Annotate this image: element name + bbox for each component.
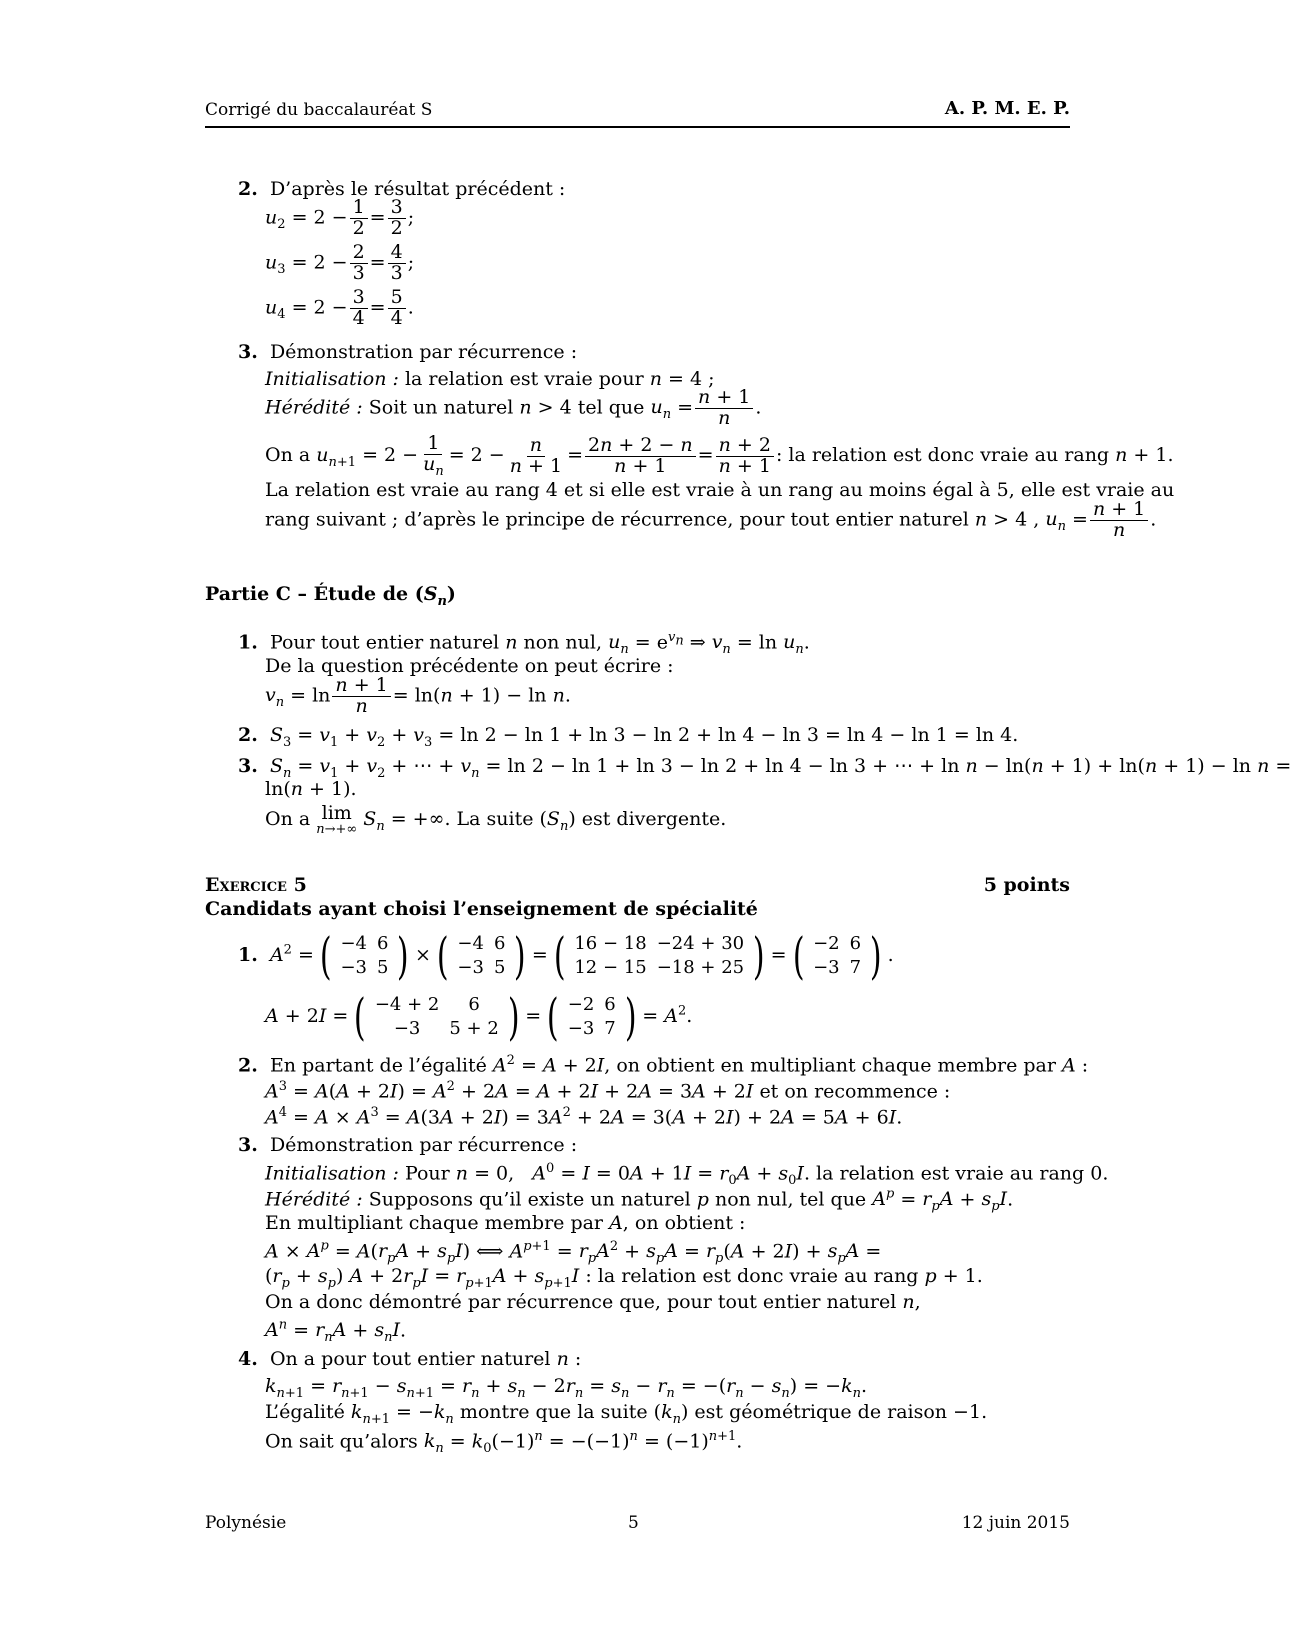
u3-formula: $u_3 = 2$ − $\frac{2}{3}$ = $\frac{4}{3}$ ; <box>265 241 415 284</box>
ex5-q3 <box>238 1136 577 1155</box>
partC-q3: 3. $S_n = v_1 + v_2$ + ⋯ + $v_n = \ln 2 - \ln 1 + \ln 3 - \ln 2 + \ln 4 - \ln 3$ + ⋯ + ln n − ln(n + 1) + ln(n + 1) − ln n = <box>238 755 1291 781</box>
ex5-q2-text2: , on obtient en multipliant chaque membre par <box>604 1054 1056 1077</box>
u2-formula: $u_2 = 2$ − $\frac{1}{2}$ = $\frac{3}{2}$ ; <box>265 196 415 239</box>
header-left: Corrigé du baccalauréat S <box>205 100 433 120</box>
q3-number: 3. <box>238 341 258 363</box>
footer-date: 12 juin 2015 <box>961 1513 1070 1533</box>
partC-q3-line2: ln(n + 1). <box>265 778 357 800</box>
ex5-hered-text2: non nul, tel que <box>714 1188 867 1211</box>
footer-left: Polynésie <box>205 1513 287 1533</box>
ex5-mult-text2: , on obtient : <box>622 1212 746 1234</box>
q2-intro: D’après le résultat précédent : <box>269 178 566 200</box>
a3-formula: $A^3 = A(A + 2I) = A^2 + 2A = A + 2I + 2A = 3A + 2I$ et on recommence : <box>265 1079 951 1103</box>
conclusion-line1: La relation est vraie au rang 4 et si elle est vraie à un rang au moins égal à 5, elle est vraie au <box>265 479 1175 501</box>
partC-q1-text2: non nul, <box>523 631 603 654</box>
page-header <box>205 98 1070 128</box>
ex5-hered-text: Supposons qu’il existe un naturel <box>368 1188 691 1211</box>
ex5-q2: 2. En partant de l’égalité $A^2 = A + 2I$, on obtient en multipliant chaque membre par A : <box>238 1053 1089 1077</box>
ex5-q4-number: 4. <box>238 1348 258 1370</box>
hered-text: Soit un naturel <box>368 396 514 419</box>
recommence-text: et on recommence : <box>759 1080 951 1103</box>
partC-q1-line2: De la question précédente on peut écrire : <box>265 655 674 677</box>
hered-line: Hérédité : Soit un naturel n > 4 tel que $u_n$ = $\frac{n + 1}{n}$ . <box>265 386 762 429</box>
ex5-q4: 4. On a pour tout entier naturel n : <box>238 1348 582 1370</box>
init-line: Initialisation : la relation est vraie pour n = 4 ; <box>265 368 715 390</box>
ex5-donc-text: On a donc démontré par récurrence que, pour tout entier naturel <box>265 1291 897 1313</box>
ex5-q1-line2: A + 2I = ( −4 + 2 6 −3 5 + 2 ) = ( −2 6 −3 7 ) = $A^2$. <box>265 988 693 1046</box>
ex5-points: 5 points <box>983 874 1070 896</box>
ex5-q2-number: 2. <box>238 1054 258 1077</box>
kn-geo: L’égalité $k_{n+1} = -k_n$ montre que la suite $(k_n)$ est géométrique de raison −1. <box>265 1401 988 1427</box>
q3-intro: Démonstration par récurrence : <box>269 341 578 363</box>
partC-q1-text: Pour tout entier naturel <box>269 631 500 654</box>
an-formula: $A^n = r_nA + s_nI$. <box>265 1318 407 1346</box>
recurrence-step: On a $u_{n+1} = 2$ − $\frac{1}{u_n}$ = 2 − $\frac{n}{n + 1}$ = $\frac{2n + 2 - n}{n + 1}$ = $\frac{n + 2}{n + 1}$ : la relation est donc vraie au rang n + 1. <box>265 432 1174 479</box>
ex5-calc2: $(r_p + s_p) A + 2r_pI = r_{p+1}A + s_{p+1}I$ : la relation est donc vraie au rang p + 1. <box>265 1265 983 1291</box>
ex5-title <box>205 876 307 895</box>
partC-q1: 1. Pour tout entier naturel n non nul, $u_n = e^{v_n}$ ⇒ $v_n = \ln u_n$. <box>238 630 810 658</box>
ex5-init-label: Initialisation : <box>265 1162 399 1185</box>
kn-formula: $k_{n+1} = r_{n+1} - s_{n+1} = r_n + s_n - 2r_n = s_n - r_n = -(r_n - s_n) = -k_n$. <box>265 1375 868 1401</box>
conclusion-text: rang suivant ; d’après le principe de récurrence, pour tout entier naturel <box>265 508 969 531</box>
hered-text2: tel que <box>577 396 645 419</box>
vn-formula: $v_n = \ln$ $\frac{n + 1}{n}$ = ln(n + 1) − ln n. <box>265 674 571 717</box>
u4-formula: $u_4 = 2$ − $\frac{3}{4}$ = $\frac{5}{4}$ . <box>265 286 414 329</box>
footer-page-number: 5 <box>628 1513 639 1533</box>
kn-closed: On sait qu’alors $k_n = k_0(-1)^n = -(-1)^n = (-1)^{n+1}$. <box>265 1429 743 1457</box>
ex5-init-end: . la relation est vraie au rang 0. <box>803 1162 1109 1185</box>
q3-line <box>238 343 577 362</box>
ex5-hered: Hérédité : Supposons qu’il existe un naturel p non nul, tel que $A^p = r_pA + s_pI$. <box>265 1187 1014 1215</box>
diverge-text: . La suite <box>444 808 534 830</box>
ex5-mult-text: En multipliant chaque membre par <box>265 1212 604 1234</box>
diverge-text2: est divergente. <box>581 808 727 830</box>
init-label: Initialisation : <box>265 368 399 390</box>
q4-geo: montre que la suite <box>459 1401 648 1423</box>
q4-sait: On sait qu’alors <box>265 1430 418 1453</box>
limit-ona: On a <box>265 808 311 830</box>
ex5-init: Initialisation : Pour n = 0, $A^0 = I = 0A + 1I = r_0A + s_0I$. la relation est vraie au rang 0. <box>265 1161 1109 1189</box>
partC-title-text: Partie C – Étude de <box>205 583 409 605</box>
q4-egal: L’égalité <box>265 1401 345 1423</box>
ex5-q3-intro: Démonstration par récurrence : <box>269 1134 578 1156</box>
ex5-q1-number: 1. <box>238 944 258 966</box>
ex5-init-pour: Pour <box>404 1162 450 1185</box>
ex5-donc: On a donc démontré par récurrence que, pour tout entier naturel n, <box>265 1291 921 1313</box>
a4-formula: $A^4 = A \times A^3 = A(3A + 2I) = 3A^2 + 2A = 3(A + 2I) + 2A = 5A + 6I$. <box>265 1105 903 1129</box>
partC-title: Partie C – Étude de $(S_n)$ <box>205 583 456 609</box>
ex5-calc1: $A \times A^p = A(r_pA + s_pI)$ ⟺ $A^{p+1} = r_pA^2 + s_pA = r_p(A + 2I) + s_pA$ = <box>265 1239 882 1267</box>
q4-geo2: est géométrique de raison −1. <box>694 1401 988 1423</box>
limit-line: On a lim n→+∞ $S_n$ = +∞. La suite $(S_n)$ est divergente. <box>265 802 727 837</box>
ex5-rel-next: : la relation est donc vraie au rang <box>585 1265 919 1287</box>
header-right: A. P. M. E. P. <box>944 98 1070 119</box>
conclusion-line2: rang suivant ; d’après le principe de récurrence, pour tout entier naturel n > 4 , $u_n$ = $\frac{n + 1}{n}$ . <box>265 498 1157 541</box>
ex5-q3-number: 3. <box>238 1134 258 1156</box>
partC-q3-number: 3. <box>238 755 258 777</box>
q2-number: 2. <box>238 178 258 200</box>
ona-label: On a <box>265 444 311 467</box>
hered-label: Hérédité : <box>265 396 363 419</box>
init-text: la relation est vraie pour <box>404 368 644 390</box>
ex5-title-text: Exercice 5 <box>205 874 307 896</box>
partC-q2: 2. $S_3 = v_1 + v_2 + v_3 = \ln 2 - \ln 1 + \ln 3 - \ln 2 + \ln 4 - \ln 3 = \ln 4 - \ln 1 = \ln 4$. <box>238 724 1019 750</box>
relation-next: : la relation est donc vraie au rang <box>775 444 1110 467</box>
partC-q1-number: 1. <box>238 631 258 654</box>
partC-q2-number: 2. <box>238 724 258 746</box>
ex5-q4-intro: On a pour tout entier naturel <box>269 1348 551 1370</box>
ex5-subtitle: Candidats ayant choisi l’enseignement de spécialité <box>205 898 758 920</box>
ex5-q2-text: En partant de l’égalité <box>269 1054 487 1077</box>
ex5-hered-label: Hérédité : <box>265 1188 363 1211</box>
ex5-q1-line1: 1. $A^2$ = ( −4 6 −3 5 ) × ( −4 6 −3 5 ) = ( 16 − 18 −24 + 30 12 − 15 −18 + 25 ) = ( −2 6 −3 7 ) . <box>238 927 894 985</box>
ex5-mult: En multipliant chaque membre par A, on obtient : <box>265 1212 746 1234</box>
